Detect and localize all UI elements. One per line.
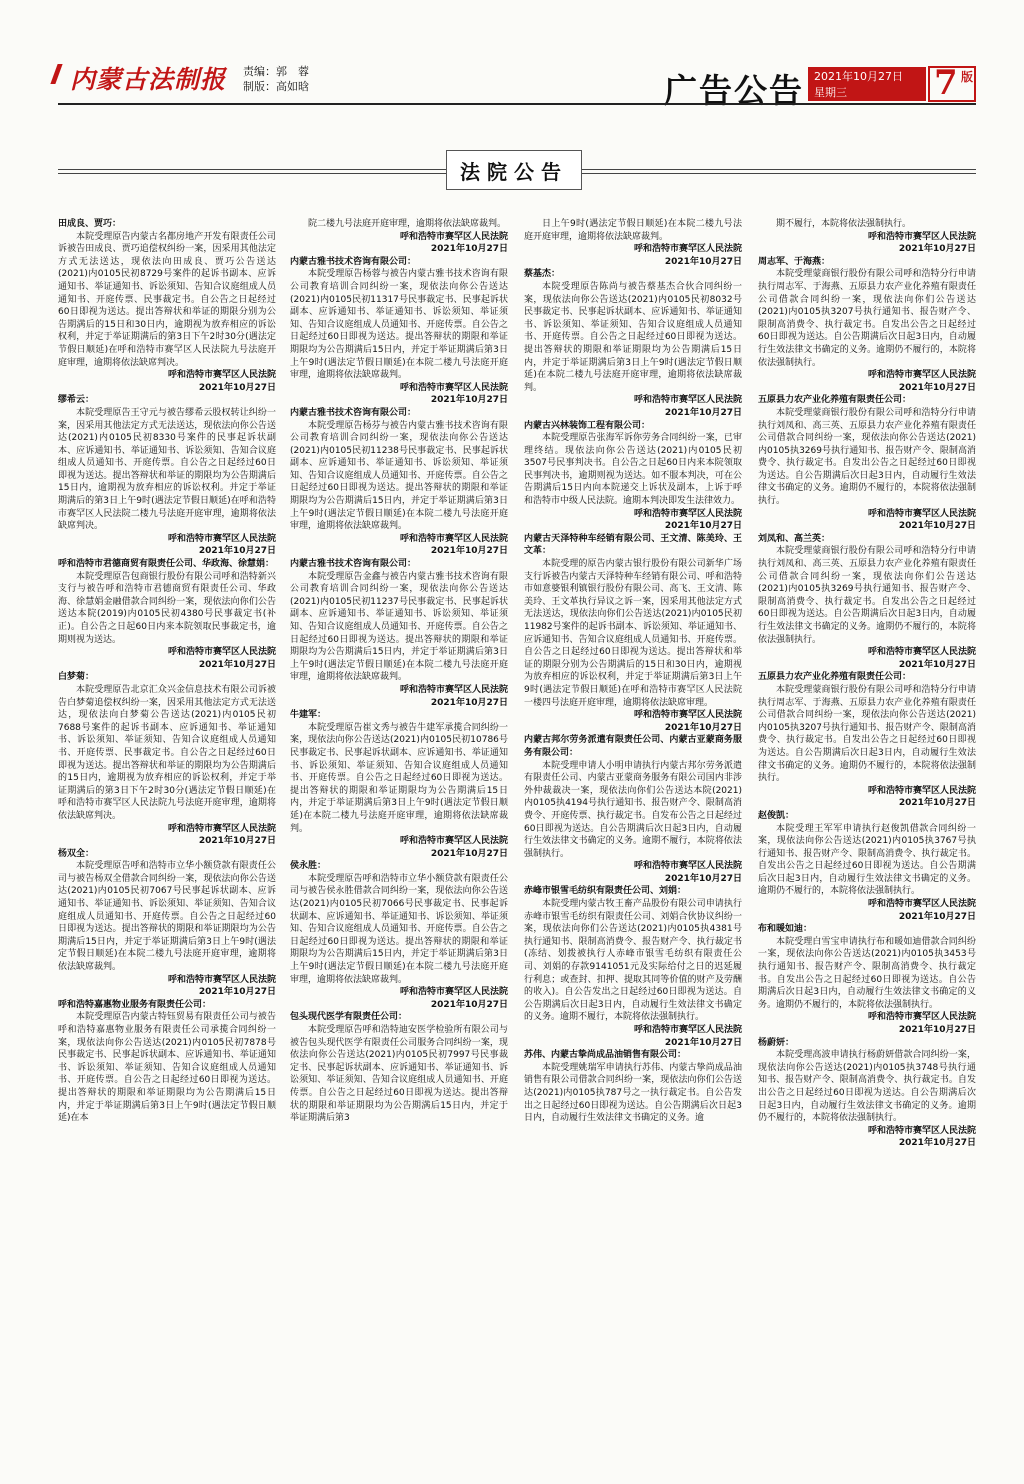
notice-addressee: 内蒙古雅书技术咨询有限公司： (290, 256, 417, 267)
notice-date: 2021年10月27日 (198, 382, 276, 393)
banner-rule-left-2 (58, 173, 446, 174)
notice-addressee: 内蒙古天泽特种车经销有限公司、王文清、陈美玲、王文革： (524, 533, 742, 557)
notice-court-signature: 呼和浩特市赛罕区人民法院 (167, 533, 276, 544)
notice-court-signature: 呼和浩特市赛罕区人民法院 (633, 244, 742, 255)
notice-court-signature: 呼和浩特市赛罕区人民法院 (167, 823, 276, 834)
notice-body: 本院受理原告呼和浩特迪安医学检验所有限公司与被告包头现代医学有限责任公司服务合同纠纷一案，现依法向你公告送达(2021)内0105民初7997号民事裁定书、民事起诉状副本、应诉通知书、举证通知书、诉讼须知、举证须知、告知合议庭组成人员通知书、开庭传票。自公告之日起经过60日即视为送达。提出答辩状的期限和举证期限均为公告期满后15日内，并定于举证期满后第3 (290, 1025, 508, 1124)
notice-body: 本院受理原告杨芬与被告内蒙古雅书技术咨询有限公司教育培训合同纠纷一案，现依法向你公告送达(2021)内0105民初11238号民事裁定书、民事起诉状副本、应诉通知书、举证通知书、诉讼须知、举证须知、告知合议庭组成人员通知书、开庭传票。自公告之日起经过60日即视为送达。提出答辩状的期限和举证期限均为公告期满后15日内，并定于举证期满后第3日上午9时(遇法定节假日顺延)在本院二楼九号法庭开庭审理，逾期将依法缺席裁判。 (290, 420, 508, 532)
notice-date: 2021年10月27日 (664, 407, 742, 418)
notice-addressee: 五原县力农产业化养殖有限责任公司： (758, 672, 912, 683)
notice-court-signature: 呼和浩特市赛罕区人民法院 (633, 710, 742, 721)
notice-addressee: 布和暖如迪： (758, 924, 813, 935)
notice-date: 2021年10月27日 (664, 256, 742, 267)
notice-column-4 (758, 218, 976, 1474)
notice-date: 2021年10月27日 (898, 244, 976, 255)
notice-body: 本院受理原告呼和浩特市立华小额贷款有限责任公司与被告侯永胜借款合同纠纷一案，现依法向你公告送达(2021)内0105民初7066号民事裁定书、民事起诉状副本、应诉通知书、举证通知书、诉讼须知、举证须知、告知合议庭组成人员通知书、开庭传票。自公告之日起经过60日即视为送达。提出答辩状的期限和举证期限均为公告期满后15日内，并定于举证期满后第3日上午9时(遇法定节假日顺延)在本院二楼九号法庭开庭审理，逾期将依法缺席裁判。 (290, 873, 508, 985)
notice-addressee: 牛建军： (290, 710, 327, 721)
notice-court-signature: 呼和浩特市赛罕区人民法院 (633, 395, 742, 406)
notice-addressee: 杨蔚妍： (758, 1037, 795, 1048)
notice-addressee: 赤峰市银雪毛纺织有限责任公司、刘娟： (524, 886, 687, 897)
issue-date: 2021年10月27日 (814, 70, 903, 83)
notice-body: 本院受理内蒙古牧王畜产品股份有限公司申请执行赤峰市银雪毛纺织有限责任公司、刘娟合伙协议纠纷一案，现依法向你们公告送达(2021)内0105执4381号执行通知书、限制高消费令、报告财产令、执行裁定书(冻结、划拨被执行人赤峰市银雪毛纺织有限责任公司、刘娟的存款9141051元及实际给付之日的迟延履行利息；或查封、扣押、提取其同等价值的财产及劳酬的收入)。自公告发出之日起经过60日即视为送达。自公告期满后次日起3日内，自动履行生效法律文书确定的义务。逾期不履行，本院将依法强制执行。 (524, 899, 742, 1023)
notice-column-2 (290, 218, 508, 1474)
notice-date: 2021年10月27日 (664, 521, 742, 532)
notice-date: 2021年10月27日 (898, 1138, 976, 1149)
notice-addressee: 侯永胜： (290, 861, 327, 872)
notice-addressee: 赵俊凯： (758, 810, 795, 821)
notice-body: 本院受理蒙商银行股份有限公司呼和浩特分行申请执行周志军、于海燕、五原县力农产业化养殖有限责任公司借款合同纠纷一案，现依法向你们公告送达(2021)内0105执3207号执行通知书、报告财产令、限制高消费令、执行裁定书。自发出公告之日起经过60日即视为送达。自公告期满后次日起3日内，自动履行生效法律文书确定的义务。逾期仍不履行的，本院将依法强制执行。 (758, 269, 976, 368)
notice-court-signature: 呼和浩特市赛罕区人民法院 (167, 974, 276, 985)
notice-body: 本院受理蒙商银行股份有限公司呼和浩特分行申请执行周志军、于海燕、五原县力农产业化养殖有限责任公司借款合同纠纷一案，现依法向你公告送达(2021)内0105执3207号执行通知书、报告财产令、限制高消费令、执行裁定书。自发出公告之日起经过60日即视为送达。自公告期满后次日起3日内，自动履行生效法律文书确定的义务。逾期仍不履行的，本院将依法强制执行。 (758, 684, 976, 784)
notice-court-signature: 呼和浩特市赛罕区人民法院 (167, 647, 276, 658)
notice-addressee: 内蒙古邦尔劳务派遣有限责任公司、内蒙古亚蒙商务服务有限公司： (524, 735, 742, 758)
notice-court-signature: 呼和浩特市赛罕区人民法院 (867, 1125, 976, 1136)
notice-court-signature: 呼和浩特市赛罕区人民法院 (867, 370, 976, 381)
notice-addressee: 内蒙古雅书技术咨询有限公司： (290, 559, 417, 570)
notice-addressee: 周志军、于海燕： (758, 256, 831, 267)
notice-date: 2021年10月27日 (430, 697, 508, 708)
notice-date: 2021年10月27日 (430, 395, 508, 406)
notice-body: 本院受理原告崔文秀与被告牛建军承揽合同纠纷一案，现依法向你公告送达(2021)内0105民初10786号民事裁定书、民事起诉状副本、应诉通知书、举证通知书、诉讼须知、举证须知、告知合议庭组成人员通知书、开庭传票。自公告之日起经过60日即视为送达。提出答辩状的期限和举证期限均为公告期满后15日内，并定于举证期满后第3日上午9时(遇法定节假日顺延)在本院二楼九号法庭开庭审理，逾期将依法缺席裁判。 (290, 722, 508, 834)
notice-addressee: 五原县力农产业化养殖有限责任公司： (758, 395, 912, 406)
notice-body: 本院受理原告张海军诉你劳务合同纠纷一案，已审理终结。现依法向你公告送达(2021)内0105民初3507号民事判决书。自公告之日起60日内来本院领取民事判决书，逾期则视为送达。如不服本判决，可在公告期满后15日内向本院递交上诉状及副本，上诉于呼和浩特市中级人民法院。逾期本判决即发生法律效力。 (524, 433, 742, 507)
notice-addressee: 苏伟、内蒙古挚尚成品油销售有限公司： (524, 1050, 687, 1061)
notice-date: 2021年10月27日 (898, 911, 976, 922)
banner-rule-left (58, 169, 446, 170)
masthead (0, 0, 1024, 108)
notice-date: 2021年10月27日 (198, 659, 276, 670)
notice-body: 本院受理原告王守元与被告缪希云股权转让纠纷一案，因采用其他法定方式无法送达，现依法向你公告送达(2021)内0105民初8330号案件的民事起诉状副本、应诉通知书、举证通知书、诉讼须知、告知合议庭组成人员通知书、开庭传票。自公告之日起经过60日即视为送达。提出答辩状和举证的期限均为公告期满后15日内，逾期视为放弃相应的诉讼权利。并定于举证期满后的第3日上午9时(遇法定节假日顺延)在呼和浩特市赛罕区人民法院二楼九号法庭开庭审理，逾期将依法缺席判决。 (58, 407, 276, 532)
notice-date: 2021年10月27日 (898, 382, 976, 393)
notice-addressee: 刘凤和、高兰英： (758, 533, 831, 544)
notice-date: 2021年10月27日 (898, 521, 976, 532)
section-banner (446, 150, 582, 190)
issue-date-box (808, 67, 926, 101)
notice-court-signature: 呼和浩特市赛罕区人民法院 (399, 231, 508, 242)
notice-addressee: 内蒙古兴林装饰工程有限公司： (524, 420, 651, 431)
banner-title: 法院公告 (460, 159, 568, 184)
notice-addressee: 田成良、贾巧： (58, 219, 122, 229)
notice-date: 2021年10月27日 (198, 836, 276, 847)
notice-addressee: 白梦菊： (58, 672, 95, 683)
notice-court-signature: 呼和浩特市赛罕区人民法院 (399, 987, 508, 998)
notice-court-signature: 呼和浩特市赛罕区人民法院 (399, 836, 508, 847)
notice-column-1 (58, 218, 276, 1474)
notice-body: 本院受理申请人小明申请执行内蒙古邦尔劳务派遣有限责任公司、内蒙古亚蒙商务服务有限公司国内非涉外仲裁裁决一案，现依法向你们公告送达本院(2021)内0105执4194号执行通知书、报告财产令、限制高消费令、开庭传票、执行裁定书。自发布公告之日起经过60日即视为送达。自公告期满后次日起3日内，自动履行生效法律文书确定的义务。逾期不履行，本院将依法强制执行。 (524, 760, 742, 859)
notice-body: 本院受理原告呼和浩特市立华小额贷款有限责任公司与被告杨双全借款合同纠纷一案，现依法向你公告送达(2021)内0105民初7067号民事起诉状副本、应诉通知书、举证通知书、诉讼须知、举证须知、告知合议庭组成人员通知书、开庭传票。自公告之日起经过60日即视为送达。提出答辩状的期限和举证期限均为公告期满后15日内，并定于举证期满后第3日上午9时(遇法定节假日顺延)在本院二楼九号法庭开庭审理，逾期将依法缺席裁判。 (58, 861, 276, 973)
producer-credit: 制版：高如晗 (243, 80, 309, 93)
masthead-rule (58, 103, 976, 105)
logo-text: 内蒙古法制报 (70, 65, 227, 94)
notice-date: 2021年10月27日 (664, 722, 742, 733)
notice-columns (58, 218, 976, 1474)
notice-date: 2021年10月27日 (664, 873, 742, 884)
notice-date: 2021年10月27日 (898, 798, 976, 809)
notice-body: 本院受理的原告内蒙古银行股份有限公司新华广场支行诉被告内蒙古天泽特种车经销有限公司、呼和浩特市如意婆银利镇银行股份有限公司、高飞、王文清、陈美玲、王文革执行异议之诉一案，因采用其他法定方式无法送达，现依法向你们公告送达(2021)内0105民初11982号案件的起诉书副本、诉讼须知、举证通知书、应诉通知书、告知合议庭组成人员通知书、开庭传票。自公告之日起经过60日即视为送达。提出答辩状和举证的期限分别为公告期满后的15日和30日内，逾期视为放弃相应的诉讼权利，并定于举证期满后第3日上午9时(遇法定节假日顺延)在呼和浩特市赛罕区人民法院一楼四号法庭开庭审理，逾期将依法缺席审理。 (524, 559, 742, 708)
issue-weekday: 星期三 (814, 86, 847, 99)
notice-addressee: 呼和浩特嘉惠物业服务有限责任公司： (58, 999, 212, 1010)
notice-body: 本院受理原告内蒙古名都房地产开发有限责任公司诉被告田成良、贾巧追偿权纠纷一案，因采用其他法定方式无法送达，现依法向田成良、贾巧公告送达(2021)内0105民初8729号案件的起诉书副本、应诉通知书、举证通知书、诉讼须知、告知合议庭组成人员通知书、开庭传票、民事裁定书。自公告之日起经过60日即视为送达。提出答辩状和举证的期限分别为公告期满后的15日和30日内，逾期视为放弃相应的诉讼权利，并定于举证期满后的第3日下午2时30分(遇法定节假日顺延)在呼和浩特市赛罕区人民法院九号法庭开庭审理，逾期将依法缺席判决。 (58, 231, 276, 368)
notice-addressee: 杨双全： (58, 848, 95, 859)
notice-body: 本院受理王军军申请执行赵俊凯借款合同纠纷一案，现依法向你公告送达(2021)内0105执3767号执行通知书、报告财产令、限制高消费令、执行裁定书。自发出公告之日起经过60日即视为送达。自公告期满后次日起3日内，自动履行生效法律文书确定的义务。逾期仍不履行的，本院将依法强制执行。 (758, 823, 976, 897)
page-number-box (928, 63, 976, 103)
notice-addressee: 呼和浩特市君德商贸有限责任公司、华政海、徐慧娟： (58, 559, 275, 570)
notice-body: 日上午9时(遇法定节假日顺延)在本院二楼九号法庭开庭审理，逾期将依法缺席裁判。 (524, 219, 742, 242)
notice-court-signature: 呼和浩特市赛罕区人民法院 (867, 1012, 976, 1023)
notice-court-signature: 呼和浩特市赛罕区人民法院 (167, 370, 276, 381)
notice-date: 2021年10月27日 (198, 987, 276, 998)
notice-body: 期不履行，本院将依法强制执行。 (776, 219, 912, 229)
notice-date: 2021年10月27日 (430, 546, 508, 557)
notice-body: 本院受理原告北京汇众兴金信息技术有限公司诉被告白梦菊追偿权纠纷一案，因采用其他法定方式无法送达，现依法向白梦菊公告送达(2021)内0105民初7688号案件的起诉书副本、应诉通知书、举证通知书、诉讼须知、举证须知、告知合议庭组成人员通知书、开庭传票、民事裁定书。自公告之日起经过60日即视为送达。提出答辩状和举证的期限均为公告期满后的15日内，逾期视为放弃相应的诉讼权利，并定于举证期满后的第3日下午2时30分(遇法定节假日顺延)在呼和浩特市赛罕区人民法院九号法庭开庭审理，逾期将依法缺席判决。 (58, 684, 276, 821)
notice-addressee: 包头现代医学有限责任公司： (290, 1012, 408, 1023)
notice-body: 本院受理原告内蒙古特钰贸易有限责任公司与被告呼和浩特嘉惠物业服务有限责任公司承揽合同纠纷一案，现依法向你公告送达(2021)内0105民初7878号民事裁定书、民事起诉状副本、应诉通知书、举证通知书、诉讼须知、举证须知、告知合议庭组成人员通知书、开庭传票。自公告之日起经过60日即视为送达。提出答辩状的期限和举证期限均为公告期满后15日内，并定于举证期满后第3日上午9时(遇法定节假日顺延)在本 (58, 1012, 276, 1124)
section-title: 广告公告 (664, 71, 804, 110)
notice-body: 本院受理原告杨蓉与被告内蒙古雅书技术咨询有限公司教育培训合同纠纷一案，现依法向你公告送达(2021)内0105民初11317号民事裁定书、民事起诉状副本、应诉通知书、举证通知书、诉讼须知、举证须知、告知合议庭组成人员通知书、开庭传票。自公告之日起经过60日即视为送达。提出答辩状的期限和举证期限均为公告期满后15日内，并定于举证期满后第3日上午9时(遇法定节假日顺延)在本院二楼九号法庭开庭审理，逾期将依法缺席裁判。 (290, 269, 508, 381)
notice-court-signature: 呼和浩特市赛罕区人民法院 (399, 533, 508, 544)
notice-court-signature: 呼和浩特市赛罕区人民法院 (867, 647, 976, 658)
notice-court-signature: 呼和浩特市赛罕区人民法院 (399, 382, 508, 393)
notice-body: 院二楼九号法庭开庭审理，逾期将依法缺席裁判。 (308, 219, 507, 229)
notice-date: 2021年10月27日 (430, 999, 508, 1010)
page-number: 7 (934, 63, 958, 103)
notice-body: 本院受理原告金鑫与被告内蒙古雅书技术咨询有限公司教育培训合同纠纷一案，现依法向你公告送达(2021)内0105民初11237号民事裁定书、民事起诉状副本、应诉通知书、举证通知书、诉讼须知、举证须知、告知合议庭组成人员通知书、开庭传票。自公告之日起经过60日即视为送达。提出答辩状的期限和举证期限均为公告期满后15日内，并定于举证期满后第3日上午9时(遇法定节假日顺延)在本院二楼九号法庭开庭审理，逾期将依法缺席裁判。 (290, 571, 508, 683)
notice-court-signature: 呼和浩特市赛罕区人民法院 (867, 231, 976, 242)
notice-addressee: 缪希云： (58, 395, 95, 406)
notice-date: 2021年10月27日 (664, 1037, 742, 1048)
notice-body: 本院受理原告陈尚与被告蔡基杰合伙合同纠纷一案，现依法向你公告送达(2021)内0105民初8032号民事裁定书、民事起诉状副本、应诉通知书、举证通知书、诉讼须知、举证须知、告知合议庭组成人员通知书、开庭传票。自公告之日起经过60日即视为送达。提出答辩状的期限和举证期限均为公告期满后15日内，并定于举证期满后第3日上午9时(遇法定节假日顺延)在本院二楼九号法庭开庭审理，逾期将依法缺席裁判。 (524, 281, 742, 393)
banner-rule-right (580, 169, 976, 170)
notice-addressee: 蔡基杰： (524, 269, 561, 280)
notice-body: 本院受理高波申请执行杨蔚妍借款合同纠纷一案，现依法向你公告送达(2021)内0105执3748号执行通知书、报告财产令、限制高消费令、执行裁定书。自发出公告之日起经过60日即视为送达。自公告期满后次日起3日内，自动履行生效法律文书确定的义务。逾期仍不履行的，本院将依法强制执行。 (758, 1050, 976, 1124)
notice-body: 本院受理姚瑞军申请执行苏伟、内蒙古挚尚成品油销售有限公司借款合同纠纷一案，现依法向你们公告送达(2021)内0105执787号之一执行裁定书。自公告发出之日起经过60日即视为送达。自公告期满后次日起3日内，自动履行生效法律文书确定的义务。逾 (524, 1062, 742, 1124)
notice-court-signature: 呼和浩特市赛罕区人民法院 (867, 899, 976, 910)
notice-court-signature: 呼和浩特市赛罕区人民法院 (633, 1025, 742, 1035)
notice-body: 本院受理原告包商银行股份有限公司呼和浩特新兴支行与被告呼和浩特市君德商贸有限责任公司、华政海、徐慧娟金融借款合同纠纷一案，现依法向你们公告送达本院(2019)内0105民初4380号民事裁定书(补正)。自公告之日起60日内来本院领取民事裁定书，逾期则视为送达。 (58, 571, 276, 645)
newspaper-logo (70, 60, 226, 96)
notice-date: 2021年10月27日 (198, 546, 276, 557)
notice-body: 本院受理蒙商银行股份有限公司呼和浩特分行申请执行刘凤和、高三英、五原县力农产业化养殖有限责任公司借款合同纠纷一案，现依法向你公告送达(2021)内0105执3269号执行通知书、报告财产令、限制高消费令、执行裁定书。自发出公告之日起经过60日即视为送达。自公告期满后次日起3日内，自动履行生效法律文书确定的义务。逾期仍不履行的，本院将依法强制执行。 (758, 407, 976, 507)
notice-addressee: 内蒙古雅书技术咨询有限公司： (290, 407, 417, 418)
notice-date: 2021年10月27日 (430, 244, 508, 255)
notice-column-3 (524, 218, 742, 1474)
notice-body: 本院受理蒙商银行股份有限公司呼和浩特分行申请执行刘凤和、高三英、五原县力农产业化养殖有限责任公司借款合同纠纷一案，现依法向你们公告送达(2021)内0105执3269号执行通知书、报告财产令、限制高消费令、执行裁定书。自发出公告之日起经过60日即视为送达。自公告期满后次日起3日内，自动履行生效法律文书确定的义务。逾期仍不履行的，本院将依法强制执行。 (758, 546, 976, 645)
notice-court-signature: 呼和浩特市赛罕区人民法院 (633, 508, 742, 519)
banner-rule-right-2 (580, 173, 976, 174)
editor-credit: 责编：郭 蓉 (243, 65, 309, 78)
notice-body: 本院受理白雪宝申请执行布和暖如迪借款合同纠纷一案，现依法向你公告送达(2021)内0105执3453号执行通知书、报告财产令、限制高消费令、执行裁定书。自发出公告之日起经过60日即视为送达。自公告期满后次日起3日内，自动履行生效法律文书确定的义务。逾期仍不履行的，本院将依法强制执行。 (758, 936, 976, 1010)
notice-court-signature: 呼和浩特市赛罕区人民法院 (867, 785, 976, 796)
notice-court-signature: 呼和浩特市赛罕区人民法院 (399, 684, 508, 695)
notice-date: 2021年10月27日 (898, 1025, 976, 1035)
page-suffix: 版 (960, 70, 973, 84)
notice-court-signature: 呼和浩特市赛罕区人民法院 (633, 861, 742, 872)
staff-credits (243, 64, 309, 94)
notice-court-signature: 呼和浩特市赛罕区人民法院 (867, 508, 976, 519)
notice-date: 2021年10月27日 (430, 848, 508, 859)
notice-date: 2021年10月27日 (898, 659, 976, 670)
